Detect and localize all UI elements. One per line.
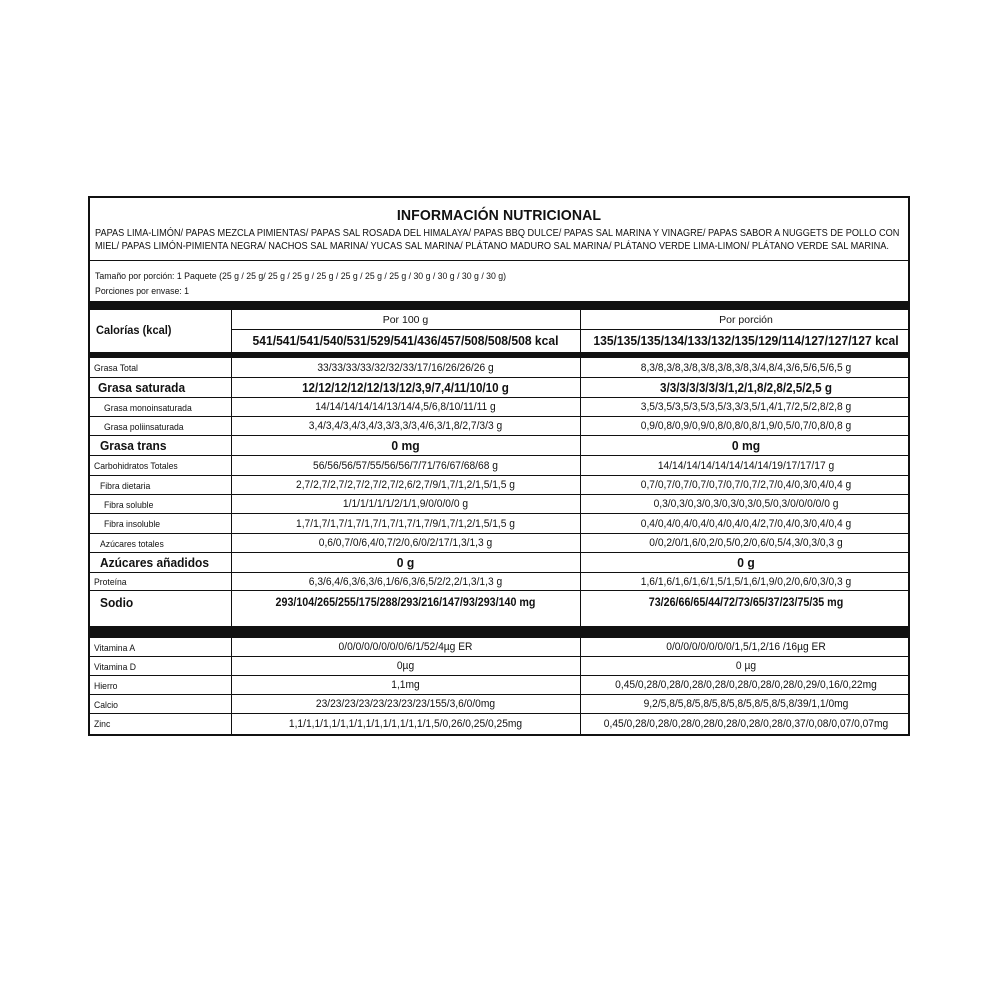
header-mid-divider [231, 329, 908, 330]
per100-kcal: 541/541/541/540/531/529/541/436/457/508/508/508 kcal [252, 333, 559, 348]
per100-value: 6,3/6,4/6,3/6,3/6,1/6/6,3/6,5/2/2,2/1,3/1,3 g [308, 576, 503, 588]
per100-value: 56/56/56/57/55/56/56/7/71/76/67/68/68 g [313, 460, 498, 472]
nutrient-label: Grasa saturada [98, 380, 186, 395]
perserv-value: 3/3/3/3/3/3/3/1,2/1,8/2,8/2,5/2,5 g [660, 381, 832, 395]
label-title: INFORMACIÓN NUTRICIONAL [396, 207, 602, 224]
calories-label: Calorías (kcal) [96, 323, 172, 337]
per100-header: Por 100 g [382, 314, 429, 326]
serving-info [95, 268, 506, 298]
perserv-value: 0,4/0,4/0,4/0,4/0,4/0,4/0,4/2,7/0,4/0,3/0,4/0,4 g [640, 518, 852, 530]
perserv-value: 0,7/0,7/0,7/0,7/0,7/0,7/0,7/2,7/0,4/0,3/0,4/0,4 g [640, 479, 852, 491]
perserv-kcal: 135/135/135/134/133/132/135/129/114/127/127/127 kcal [593, 333, 899, 348]
per100-value: 23/23/23/23/23/23/23/23/155/3,6/0/0mg [315, 698, 496, 710]
per100-value: 33/33/33/33/32/32/33/17/16/26/26/26 g [317, 362, 494, 374]
nutrient-label: Fibra soluble [104, 499, 154, 510]
nutrient-label: Calcio [94, 699, 118, 710]
per100-value: 2,7/2,7/2,7/2,7/2,7/2,7/2,6/2,7/9/1,7/1,2/1,5/1,5 g [296, 479, 515, 491]
per100-value: 0,6/0,7/0/6,4/0,7/2/0,6/0/2/17/1,3/1,3 g [318, 537, 493, 549]
perserv-value: 0,45/0,28/0,28/0,28/0,28/0,28/0,28/0,28/0,37/0,08/0,07/0,07mg [603, 718, 889, 730]
nutrient-label: Hierro [94, 680, 118, 691]
per100-value: 1/1/1/1/1/1/2/1/1,9/0/0/0/0 g [342, 498, 469, 510]
serving-size: Tamaño por porción: 1 Paquete (25 g / 25 g/ 25 g / 25 g / 25 g / 25 g / 25 g / 25 g / 30 g / 30 g / 30 g / 30 g) [95, 270, 507, 281]
perserv-value: 3,5/3,5/3,5/3,5/3,5/3,3/3,5/1,4/1,7/2,5/2,8/2,8 g [640, 401, 852, 413]
perserv-value: 8,3/8,3/8,3/8,3/8,3/8,3/8,3/4,8/4,3/6,5/6,5/6,5 g [640, 362, 852, 374]
nutrient-label: Carbohidratos Totales [94, 460, 178, 471]
nutrient-label: Azúcares totales [100, 538, 164, 549]
vitamins-thick-divider [90, 626, 908, 638]
per100-value: 1,1mg [391, 679, 420, 691]
product-list: PAPAS LIMA-LIMÓN/ PAPAS MEZCLA PIMIENTAS/ PAPAS SAL ROSADA DEL HIMALAYA/ PAPAS BBQ DULCE/ PAPAS SAL MARINA Y VINAGRE/ PAPAS SABOR A NUGGETS DE POLLO CON MIEL/ PAPAS LIMÓN-PIMIENTA NEGRA/ NACHOS SAL MARINA/ YUCAS SAL MARINA/ PLÁTANO MADURO SAL MARINA/ PLÁTANO VERDE LIMA-LIMON/ PLÁTANO VERDE SAL MARINA. [95, 228, 900, 252]
nutrient-label: Proteína [94, 576, 127, 587]
nutrient-label: Fibra insoluble [104, 518, 161, 529]
perserv-value: 0 g [737, 555, 755, 570]
perserv-header: Por porción [719, 314, 773, 326]
perserv-value: 0,3/0,3/0,3/0,3/0,3/0,3/0,5/0,3/0/0/0/0/0 g [653, 498, 839, 510]
nutrient-label: Sodio [100, 595, 134, 610]
per100-value: 0/0/0/0/0/0/0/0/6/1/52/4µg ER [338, 641, 473, 653]
nutrient-label: Grasa trans [100, 438, 167, 453]
nutrient-label: Azúcares añadidos [100, 555, 210, 570]
nutrient-label: Fibra dietaria [100, 480, 151, 491]
per100-value: 14/14/14/14/14/13/14/4,5/6,8/10/11/11 g [315, 401, 496, 413]
per100-value: 293/104/265/255/175/288/293/216/147/93/293/140 mg [275, 597, 536, 609]
per100-value: 3,4/3,4/3,4/3,4/3,3/3,3/3,4/6,3/1,8/2,7/3/3 g [308, 420, 503, 432]
perserv-value: 1,6/1,6/1,6/1,6/1,5/1,5/1,6/1,9/0,2/0,6/0,3/0,3 g [640, 576, 852, 588]
servings-per-container: Porciones por envase: 1 [95, 285, 190, 296]
perserv-value: 9,2/5,8/5,8/5,8/5,8/5,8/5,8/5,8/5,8/39/1,1/0mg [643, 698, 849, 710]
perserv-value: 0/0/0/0/0/0/0/0/1,5/1,2/16 /16µg ER [666, 641, 826, 653]
per100-value: 0 mg [391, 438, 420, 453]
perserv-value: 0 mg [731, 438, 761, 453]
nutrient-label: Zinc [94, 718, 111, 729]
nutrient-label: Vitamina A [94, 642, 136, 653]
perserv-value: 0,45/0,28/0,28/0,28/0,28/0,28/0,28/0,28/0,29/0,16/0,22mg [615, 679, 877, 691]
nutrient-label: Grasa monoinsaturada [104, 402, 192, 413]
nutrient-label: Grasa Total [94, 362, 138, 373]
perserv-value: 73/26/66/65/44/72/73/65/37/23/75/35 mg [648, 597, 844, 609]
perserv-value: 0,9/0,8/0,9/0,9/0,8/0,8/0,8/1,9/0,5/0,7/0,8/0,8 g [640, 420, 852, 432]
per100-value: 0µg [396, 660, 415, 672]
nutrient-label: Grasa poliinsaturada [104, 421, 184, 432]
per100-value: 12/12/12/12/12/13/12/3,9/7,4/11/10/10 g [302, 381, 509, 395]
label-header [90, 198, 908, 261]
perserv-value: 0 µg [735, 660, 757, 672]
per100-value: 0 g [396, 555, 415, 570]
perserv-value: 14/14/14/14/14/14/14/14/19/17/17/17 g [657, 460, 835, 472]
top-thick-divider [90, 301, 908, 310]
nutrient-label: Vitamina D [94, 661, 137, 672]
perserv-value: 0/0,2/0/1,6/0,2/0,5/0,2/0,6/0,5/4,3/0,3/0,3 g [649, 537, 843, 549]
nutrition-label [88, 196, 910, 736]
per100-value: 1,1/1,1/1,1/1,1/1,1/1,1/1,1/1,1/1,5/0,26/0,25/0,25mg [288, 718, 523, 730]
per100-value: 1,7/1,7/1,7/1,7/1,7/1,7/1,7/1,7/9/1,7/1,2/1,5/1,5 g [296, 518, 515, 530]
